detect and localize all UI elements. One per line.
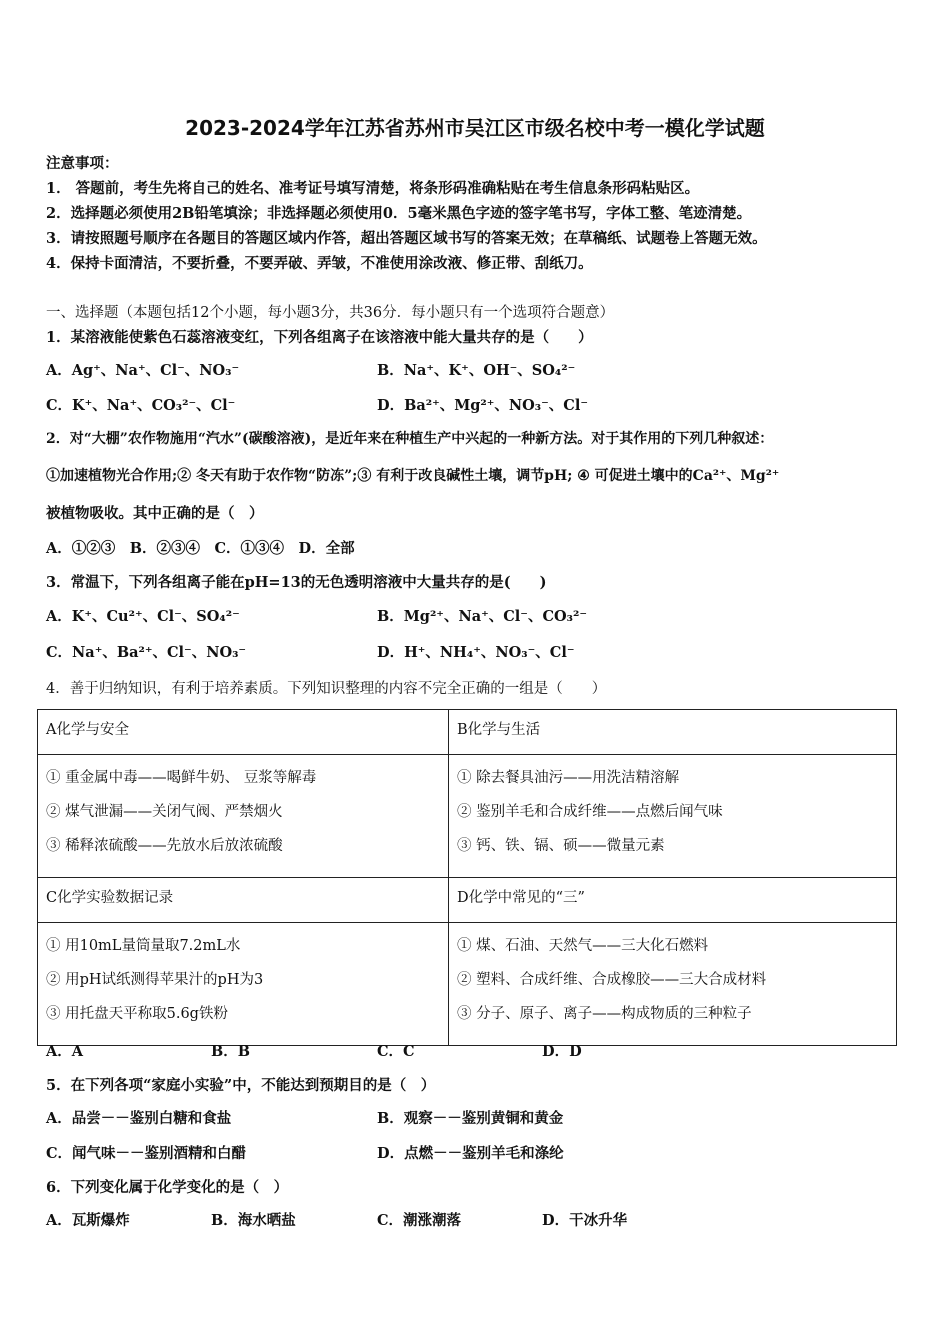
- q1-option-c: C．K⁺、Na⁺、CO₃²⁻、Cl⁻: [46, 397, 236, 414]
- notice-item: 4．保持卡面清洁，不要折叠，不要弄破、弄皱，不准使用涂改液、修正带、刮纸刀。: [46, 255, 593, 272]
- table-header-b: B化学与生活: [449, 710, 897, 755]
- table-item: ③ 用托盘天平称取5.6g铁粉: [46, 1006, 228, 1022]
- question-2-prompt: 被植物吸收。其中正确的是（ ）: [46, 505, 264, 522]
- q3-option-d: D．H⁺、NH₄⁺、NO₃⁻、Cl⁻: [377, 644, 575, 661]
- table-item: ① 煤、石油、天然气——三大化石燃料: [457, 938, 709, 954]
- q4-option-c: C．C: [377, 1043, 415, 1060]
- table-header-a: A化学与安全: [38, 710, 449, 755]
- q6-option-d: D．干冰升华: [542, 1212, 628, 1229]
- question-1-stem: 1．某溶液能使紫色石蕊溶液变红，下列各组离子在该溶液中能大量共存的是（ ）: [46, 329, 593, 346]
- page-title: 2023-2024学年江苏省苏州市吴江区市级名校中考一模化学试题: [185, 116, 765, 140]
- table-item: ③ 稀释浓硫酸——先放水后放浓硫酸: [46, 838, 283, 854]
- q5-option-b: B．观察－－鉴别黄铜和黄金: [377, 1110, 564, 1127]
- section-heading: 一、选择题（本题包括12个小题，每小题3分，共36分．每小题只有一个选项符合题意）: [46, 305, 615, 321]
- question-6-stem: 6．下列变化属于化学变化的是（ ）: [46, 1179, 289, 1196]
- q3-option-b: B．Mg²⁺、Na⁺、Cl⁻、CO₃²⁻: [377, 608, 587, 625]
- table-header-d: D化学中常见的“三”: [449, 878, 897, 923]
- notice-item: 2．选择题必须使用2B铅笔填涂；非选择题必须使用0．5毫米黑色字迹的签字笔书写，字体工整、笔迹清楚。: [46, 205, 752, 222]
- table-item: ② 鉴别羊毛和合成纤维——点燃后闻气味: [457, 804, 723, 820]
- q4-option-d: D．D: [542, 1043, 582, 1060]
- knowledge-table: [37, 709, 897, 1046]
- table-item: ② 煤气泄漏——关闭气阀、严禁烟火: [46, 804, 283, 820]
- q5-option-a: A．品尝－－鉴别白糖和食盐: [46, 1110, 232, 1127]
- question-5-stem: 5．在下列各项“家庭小实验”中，不能达到预期目的是（ ）: [46, 1077, 436, 1094]
- q5-option-c: C．闻气味－－鉴别酒精和白醋: [46, 1145, 247, 1162]
- table-item: ② 用pH试纸测得苹果汁的pH为3: [46, 972, 264, 988]
- q4-option-b: B．B: [211, 1043, 251, 1060]
- table-item: ③ 钙、铁、镉、硕——微量元素: [457, 838, 665, 854]
- table-item: ① 用10mL量筒量取7.2mL水: [46, 938, 241, 954]
- notice-item: 1． 答题前，考生先将自己的姓名、准考证号填写清楚，将条形码准确粘贴在考生信息条形码粘贴区。: [46, 180, 700, 197]
- q1-option-d: D．Ba²⁺、Mg²⁺、NO₃⁻、Cl⁻: [377, 397, 589, 414]
- table-cell-a: [38, 755, 449, 878]
- q4-option-a: A．A: [46, 1043, 84, 1060]
- q1-option-b: B．Na⁺、K⁺、OH⁻、SO₄²⁻: [377, 362, 576, 379]
- q6-option-b: B．海水晒盐: [211, 1212, 296, 1229]
- notice-item: 3．请按照题号顺序在各题目的答题区域内作答，超出答题区域书写的答案无效；在草稿纸、试题卷上答题无效。: [46, 230, 767, 247]
- q5-option-d: D．点燃－－鉴别羊毛和涤纶: [377, 1145, 564, 1162]
- q1-option-a: A．Ag⁺、Na⁺、Cl⁻、NO₃⁻: [46, 362, 240, 379]
- question-3-stem: 3．常温下，下列各组离子能在pH=13的无色透明溶液中大量共存的是( ): [46, 574, 547, 591]
- notice-heading: 注意事项：: [46, 155, 119, 172]
- table-header-c: C化学实验数据记录: [38, 878, 449, 923]
- question-2-stem: 2．对“大棚”农作物施用“汽水”(碳酸溶液)，是近年来在种植生产中兴起的一种新方法。对于其作用的下列几种叙述：: [46, 431, 774, 447]
- table-item: ② 塑料、合成纤维、合成橡胶——三大合成材料: [457, 972, 767, 988]
- table-cell-d: [449, 923, 897, 1046]
- q3-option-a: A．K⁺、Cu²⁺、Cl⁻、SO₄²⁻: [46, 608, 240, 625]
- question-4-stem: 4．善于归纳知识，有利于培养素质。下列知识整理的内容不完全正确的一组是（ ）: [46, 681, 607, 697]
- table-cell-c: [38, 923, 449, 1046]
- q6-option-a: A．瓦斯爆炸: [46, 1212, 130, 1229]
- q6-option-c: C．潮涨潮落: [377, 1212, 462, 1229]
- table-cell-b: [449, 755, 897, 878]
- question-2-statements: ①加速植物光合作用;② 冬天有助于农作物“防冻”;③ 有利于改良碱性土壤，调节pH; ④ 可促进土壤中的Ca²⁺、Mg²⁺: [46, 468, 780, 484]
- q3-option-c: C．Na⁺、Ba²⁺、Cl⁻、NO₃⁻: [46, 644, 247, 661]
- q2-options: A．①②③ B．②③④ C．①③④ D．全部: [46, 540, 355, 557]
- table-item: ③ 分子、原子、离子——构成物质的三种粒子: [457, 1006, 752, 1022]
- table-item: ① 除去餐具油污——用洗洁精溶解: [457, 770, 680, 786]
- table-item: ① 重金属中毒——喝鲜牛奶、 豆浆等解毒: [46, 770, 317, 786]
